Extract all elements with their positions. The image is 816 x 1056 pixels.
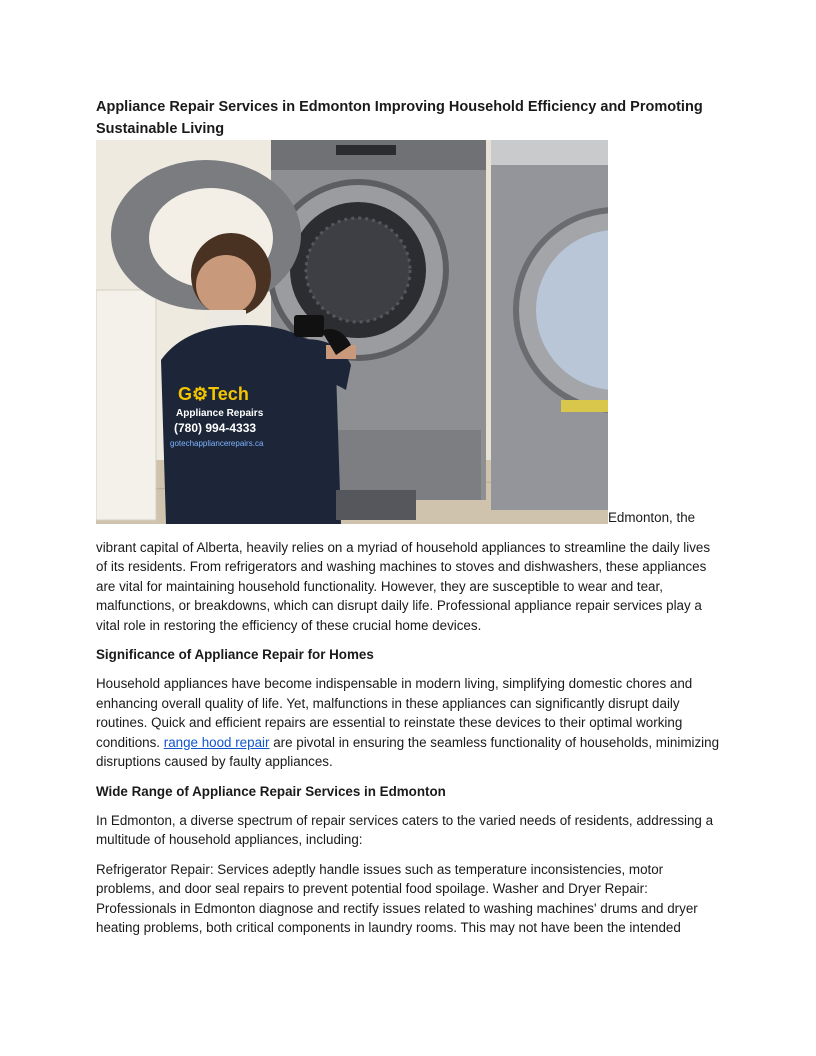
section-heading-significance: Significance of Appliance Repair for Homes — [96, 647, 374, 662]
shirt-url: gotechappliancerepairs.ca — [170, 439, 264, 448]
section-heading-wide-range: Wide Range of Appliance Repair Services in Edmonton — [96, 783, 446, 799]
document-page — [96, 96, 720, 948]
shirt-phone: (780) 994-4333 — [174, 421, 257, 435]
shirt-brand-line2: Appliance Repairs — [176, 408, 264, 419]
significance-text-before: Household appliances have become indispensable in modern living, simplifying domestic chores and enhancing overall quality of life. Yet, malfunctions in these appliances can significantly disrupt daily routines. Quick and efficient repairs are essential to reinstate these devices to their optimal working conditions. — [96, 676, 693, 750]
wide-range-paragraph-1: In Edmonton, a diverse spectrum of repair services caters to the varied needs of residents, addressing a multitude of household appliances, including: — [96, 812, 714, 847]
photo-illustration — [96, 140, 608, 524]
intro-paragraph: vibrant capital of Alberta, heavily relies on a myriad of household appliances to streamline the daily lives of its residents. From refrigerators and washing machines to stoves and dishwashers, these appliances are vital for maintaining household functionality. However, they are susceptible to wear and tear, malfunctions, or breakdowns, which can disrupt daily life. Professional appliance repair services play a vital role in restoring the efficiency of these crucial home devices. — [96, 539, 711, 633]
figure-wrap — [96, 140, 720, 528]
significance-paragraph — [96, 674, 720, 772]
range-hood-repair-link[interactable]: range hood repair — [163, 734, 270, 750]
appliance-repair-photo — [96, 140, 608, 524]
shirt-brand-line1: G⚙Tech — [178, 384, 249, 404]
page-title: Appliance Repair Services in Edmonton Improving Household Efficiency and Promoting Sustainable Living — [96, 99, 703, 137]
intro-start: Edmonton, the — [608, 510, 696, 525]
wide-range-paragraph-2: Refrigerator Repair: Services adeptly handle issues such as temperature inconsistencies, motor problems, and door seal repairs to prevent potential food spoilage. Washer and Dryer Repair: Professionals in Edmonton diagnose and rectify issues related to washing machines' drums and dryer heating problems, both critical components in laundry rooms. This may not have been the intended — [96, 861, 698, 935]
significance-text-after: are pivotal in ensuring the seamless functionality of households, minimizing disruptions caused by faulty appliances. — [96, 734, 720, 769]
